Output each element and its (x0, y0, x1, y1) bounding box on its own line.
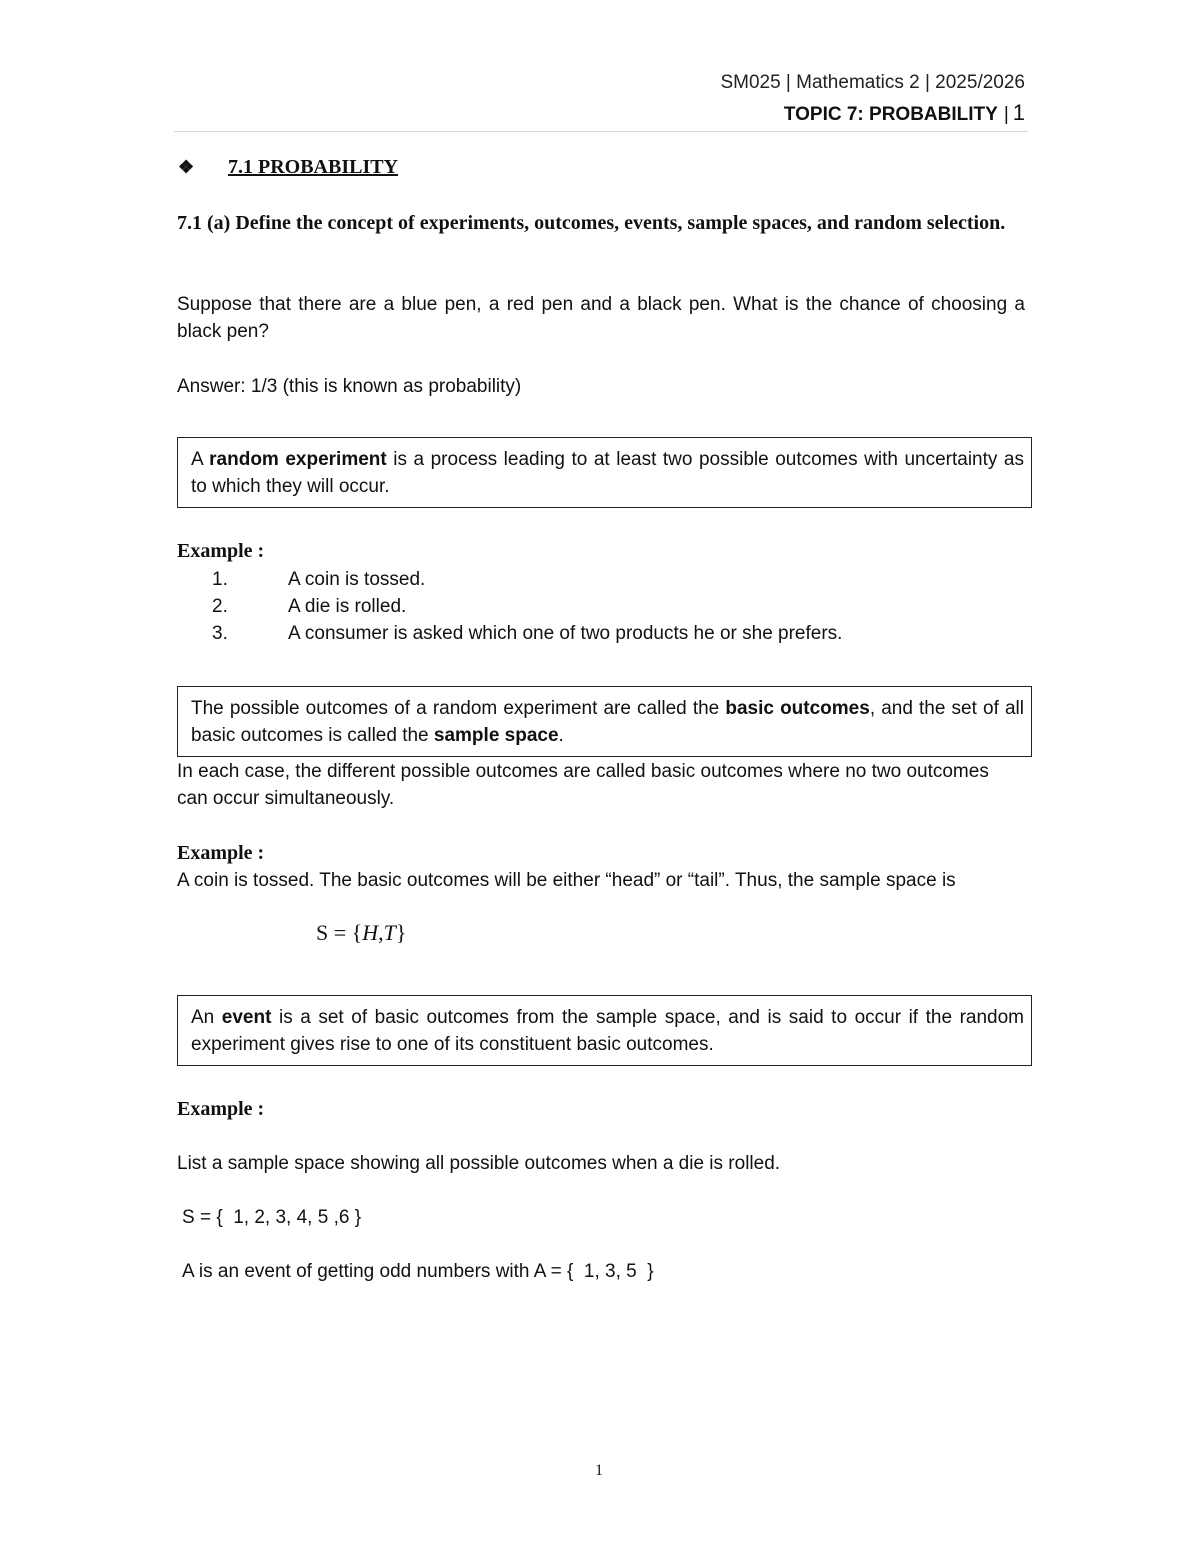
box3-post: is a set of basic outcomes from the sample space, and is said to occur if the random experiment gives rise to one of its constituent basic outcomes. (191, 1007, 1024, 1055)
box3-term: event (221, 1007, 272, 1028)
example2-text: A coin is tossed. The basic outcomes will be either “head” or “tail”. Thus, the sample space is (177, 870, 956, 891)
answer-text: Answer: 1/3 (this is known as probability) (177, 376, 522, 397)
section-heading (178, 156, 398, 179)
list-item-number: 2. (212, 596, 228, 617)
learning-objective: 7.1 (a) Define the concept of experiments, outcomes, events, sample spaces, and random selection. (177, 212, 1006, 234)
question-text: Suppose that there are a blue pen, a red pen and a black pen. What is the chance of choosing a black pen? (177, 294, 1025, 342)
example3-event: A is an event of getting odd numbers with A = { 1, 3, 5 } (182, 1261, 654, 1282)
box2-pre: The possible outcomes of a random experiment are called the (191, 698, 726, 719)
example1-label: Example : (177, 540, 265, 562)
footer-page-number: 1 (595, 1462, 603, 1479)
header-topic-title: TOPIC 7: PROBABILITY (783, 104, 998, 125)
header-rule (174, 131, 1028, 132)
box2-term1: basic outcomes (725, 698, 870, 719)
formula-h: H (362, 920, 379, 945)
diamond-bullet-icon: ❖ (178, 157, 195, 177)
definition-box-sample-space (177, 686, 1032, 757)
example3-instruction: List a sample space showing all possible outcomes when a die is rolled. (177, 1153, 781, 1174)
example2-label: Example : (177, 842, 265, 864)
formula-lhs: S = { (316, 920, 363, 945)
box1-post: is a process leading to at least two possible outcomes with uncertainty as to which they will occur. (191, 449, 1024, 497)
list-item-text: A coin is tossed. (288, 569, 426, 590)
formula-sep: , (378, 920, 384, 945)
header-topic (784, 100, 1025, 126)
formula-rhs: } (395, 920, 407, 945)
formula-t: T (383, 920, 396, 945)
box3-pre: An (191, 1007, 222, 1028)
box1-term: random experiment (209, 449, 387, 470)
list-item-number: 3. (212, 623, 228, 644)
header-page-number: 1 (1012, 100, 1025, 125)
list-item-text: A consumer is asked which one of two products he or she prefers. (288, 623, 843, 644)
box2-term2: sample space (433, 725, 559, 746)
example3-label: Example : (177, 1098, 265, 1120)
example3-sample-space: S = { 1, 2, 3, 4, 5 ,6 } (182, 1207, 362, 1228)
sample-space-formula (316, 920, 406, 946)
definition-box-event (177, 995, 1032, 1066)
definition-box-random-experiment (177, 437, 1032, 508)
list-item-number: 1. (212, 569, 228, 590)
header-separator: | (1003, 104, 1009, 125)
section-title: 7.1 PROBABILITY (228, 156, 399, 178)
list-item-text: A die is rolled. (288, 596, 407, 617)
basic-outcomes-text: In each case, the different possible outcomes are called basic outcomes where no two outcomes can occur simultaneously. (177, 761, 989, 809)
box2-post: . (558, 725, 564, 746)
box2-mid: , and the set of all basic outcomes is called the (191, 698, 1024, 746)
box1-pre: A (191, 449, 210, 470)
header-course-line: SM025 | Mathematics 2 | 2025/2026 (720, 72, 1025, 93)
